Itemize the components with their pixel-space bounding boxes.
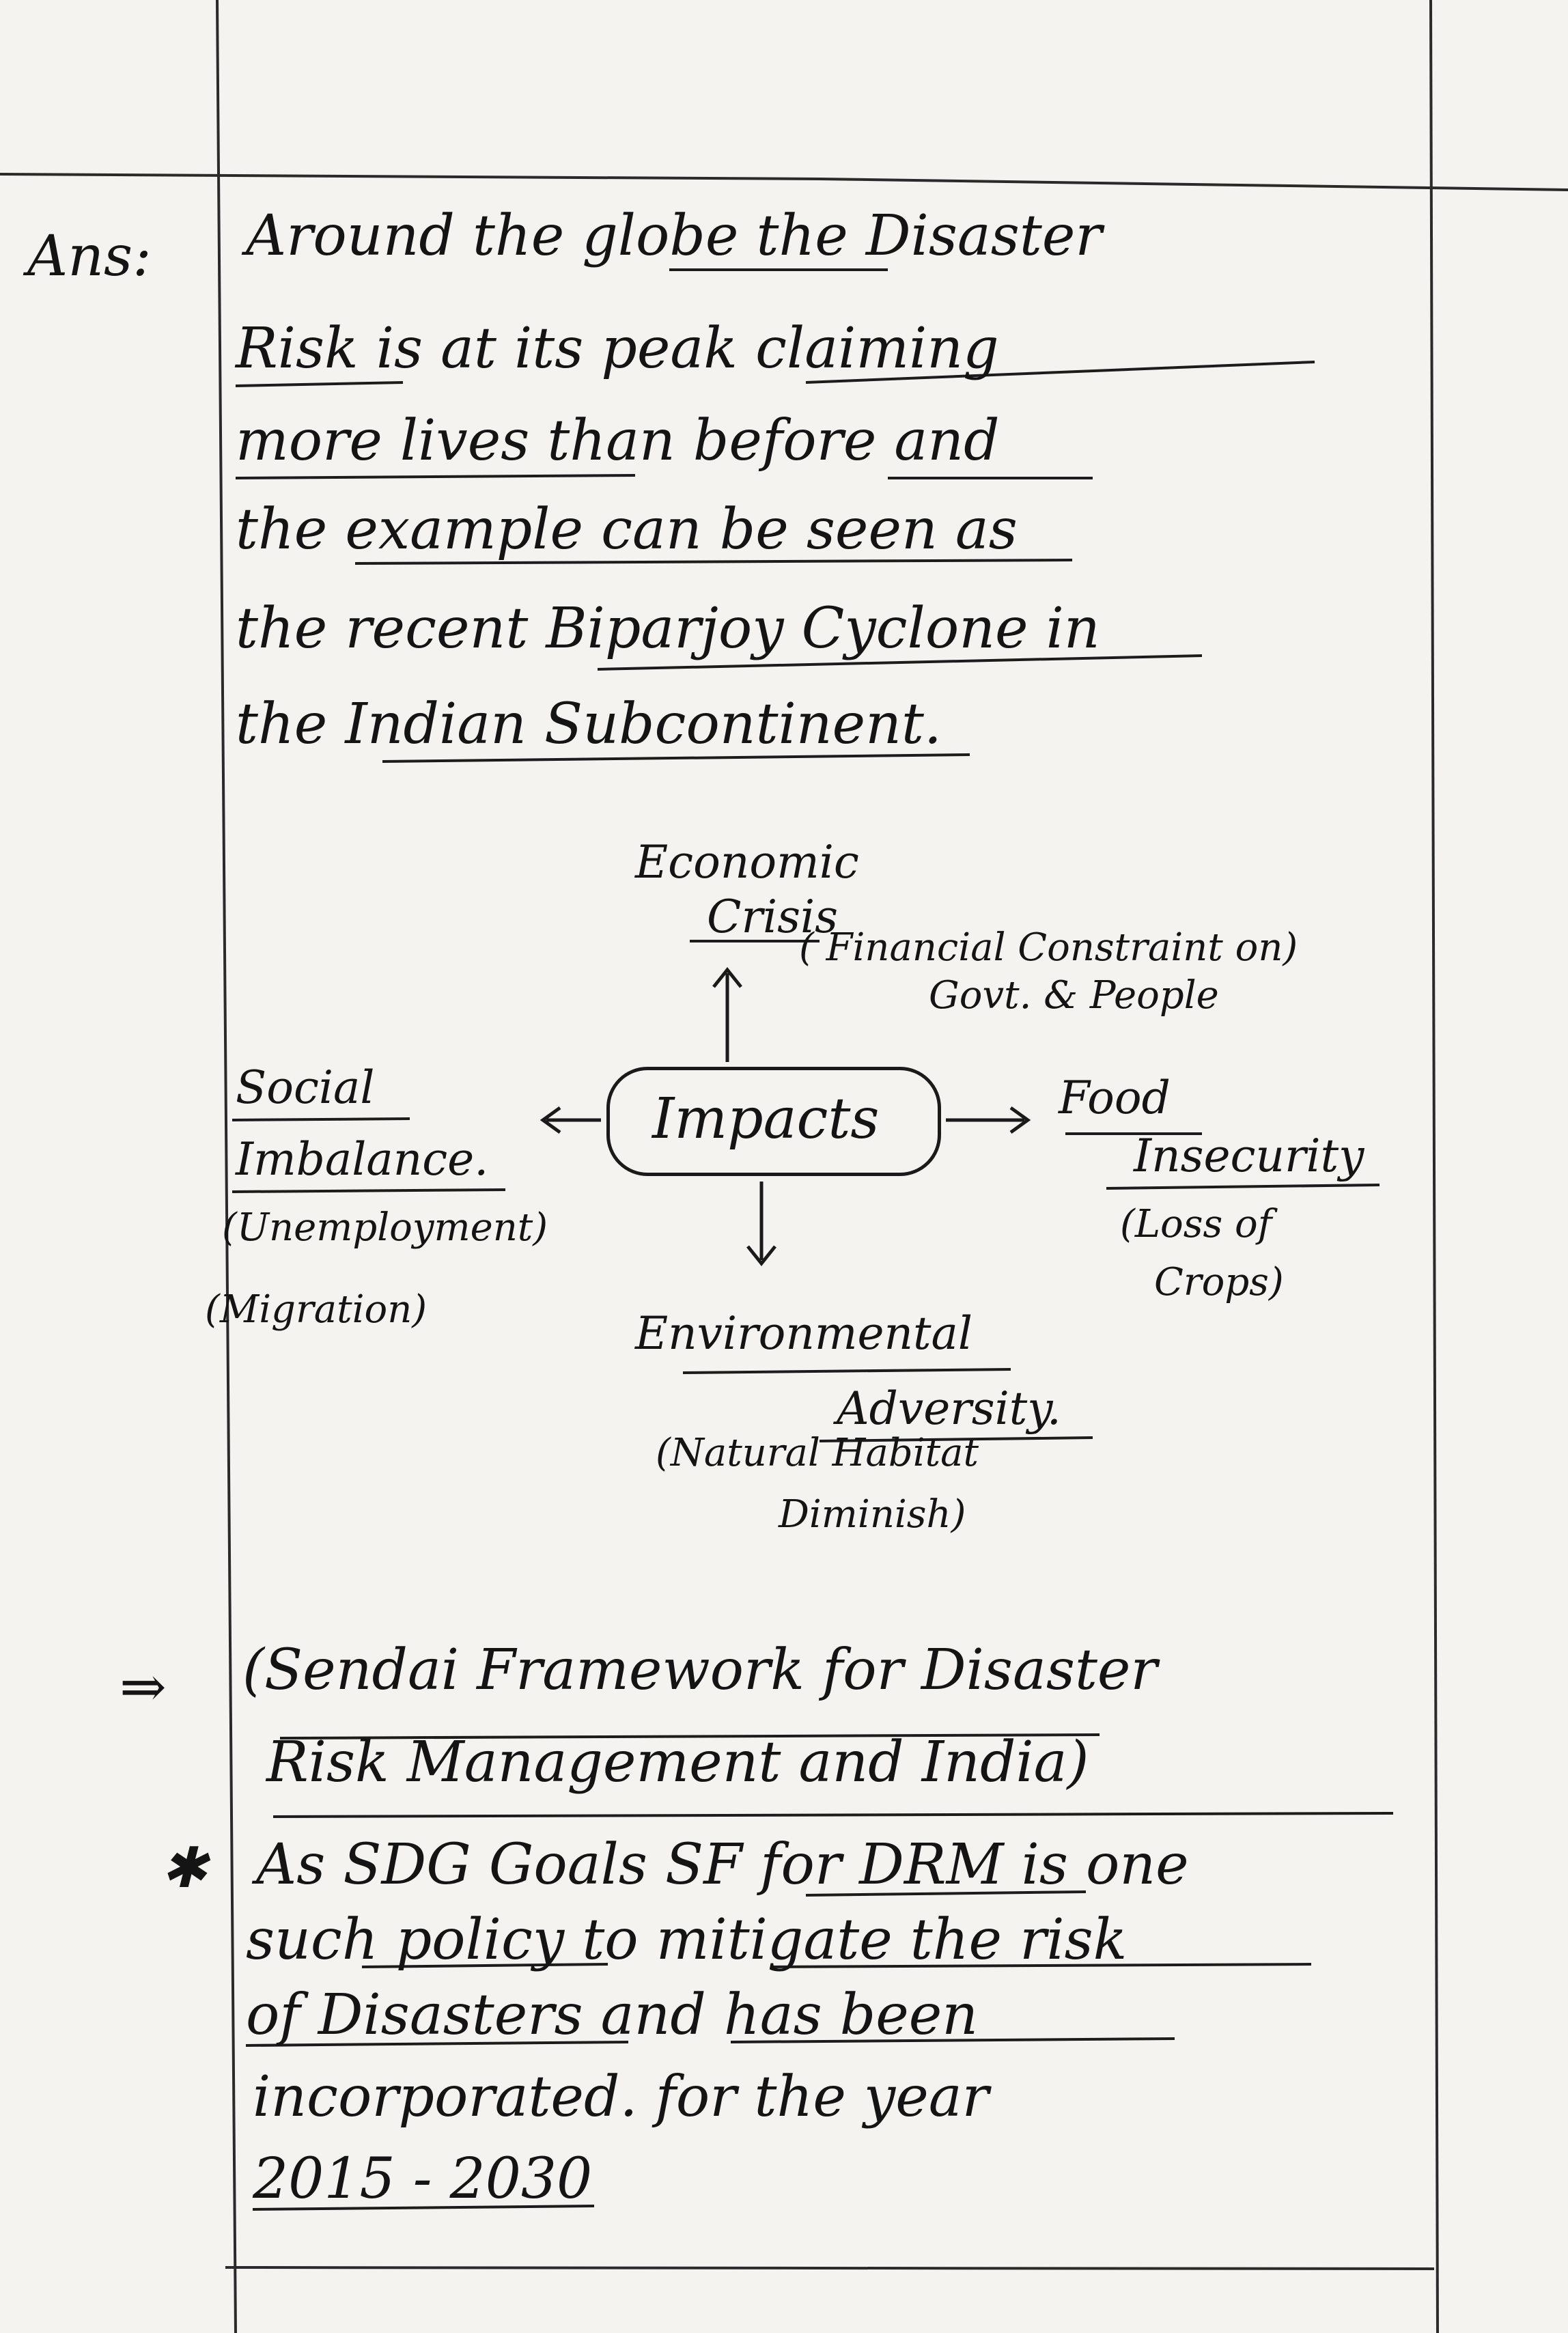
- food-title: Food: [1059, 1072, 1171, 1124]
- adversity-title: Adversity.: [837, 1382, 1061, 1435]
- sendai-body-3: of Disasters and has been: [246, 1983, 979, 2048]
- star-marker: ✱: [160, 1836, 208, 1901]
- imbalance-title: Imbalance.: [236, 1133, 489, 1186]
- intro-line-4: the example can be seen as: [236, 497, 1018, 562]
- intro-line-5: the recent Biparjoy Cyclone in: [236, 596, 1100, 661]
- sendai-heading-1: (Sendai Framework for Disaster: [242, 1638, 1158, 1703]
- bottom-rule: [225, 2267, 1434, 2269]
- impacts-label: Impacts: [652, 1087, 880, 1151]
- social-note-2: (Migration): [205, 1287, 428, 1332]
- crisis-title: Crisis: [707, 891, 839, 943]
- intro-line-1: Around the globe the Disaster: [246, 204, 1102, 268]
- sendai-heading-2: Risk Management and India): [266, 1730, 1089, 1795]
- intro-line-3: more lives than before and: [236, 408, 1000, 473]
- environmental-title: Environmental: [635, 1307, 973, 1360]
- sendai-body-1: As SDG Goals SF for DRM is one: [256, 1832, 1189, 1897]
- economic-title: Economic: [635, 836, 859, 889]
- arrow-marker: ⇒: [120, 1655, 167, 1720]
- food-note-2: Crops): [1154, 1260, 1284, 1304]
- sendai-body-2: such policy to mitigate the risk: [246, 1908, 1128, 1972]
- social-title: Social: [236, 1061, 375, 1114]
- answer-label: Ans:: [27, 224, 152, 289]
- sendai-body-4: incorporated. for the year: [253, 2065, 989, 2129]
- food-note-1: (Loss of: [1120, 1202, 1272, 1246]
- right-margin-line: [1431, 0, 1438, 2333]
- economic-note-2: Govt. & People: [929, 973, 1219, 1018]
- economic-note-1: ( Financial Constraint on): [799, 925, 1298, 970]
- insecurity-title: Insecurity: [1134, 1130, 1364, 1182]
- top-rule: [0, 174, 1568, 190]
- sendai-body-5: 2015 - 2030: [253, 2147, 593, 2211]
- intro-line-2: Risk is at its peak claiming: [236, 316, 999, 381]
- social-note-1: (Unemployment): [222, 1205, 548, 1250]
- environmental-note-1: (Natural Habitat: [656, 1431, 979, 1475]
- intro-line-6: the Indian Subcontinent.: [236, 692, 942, 757]
- left-margin-line: [217, 0, 236, 2333]
- environmental-note-2: Diminish): [779, 1492, 966, 1537]
